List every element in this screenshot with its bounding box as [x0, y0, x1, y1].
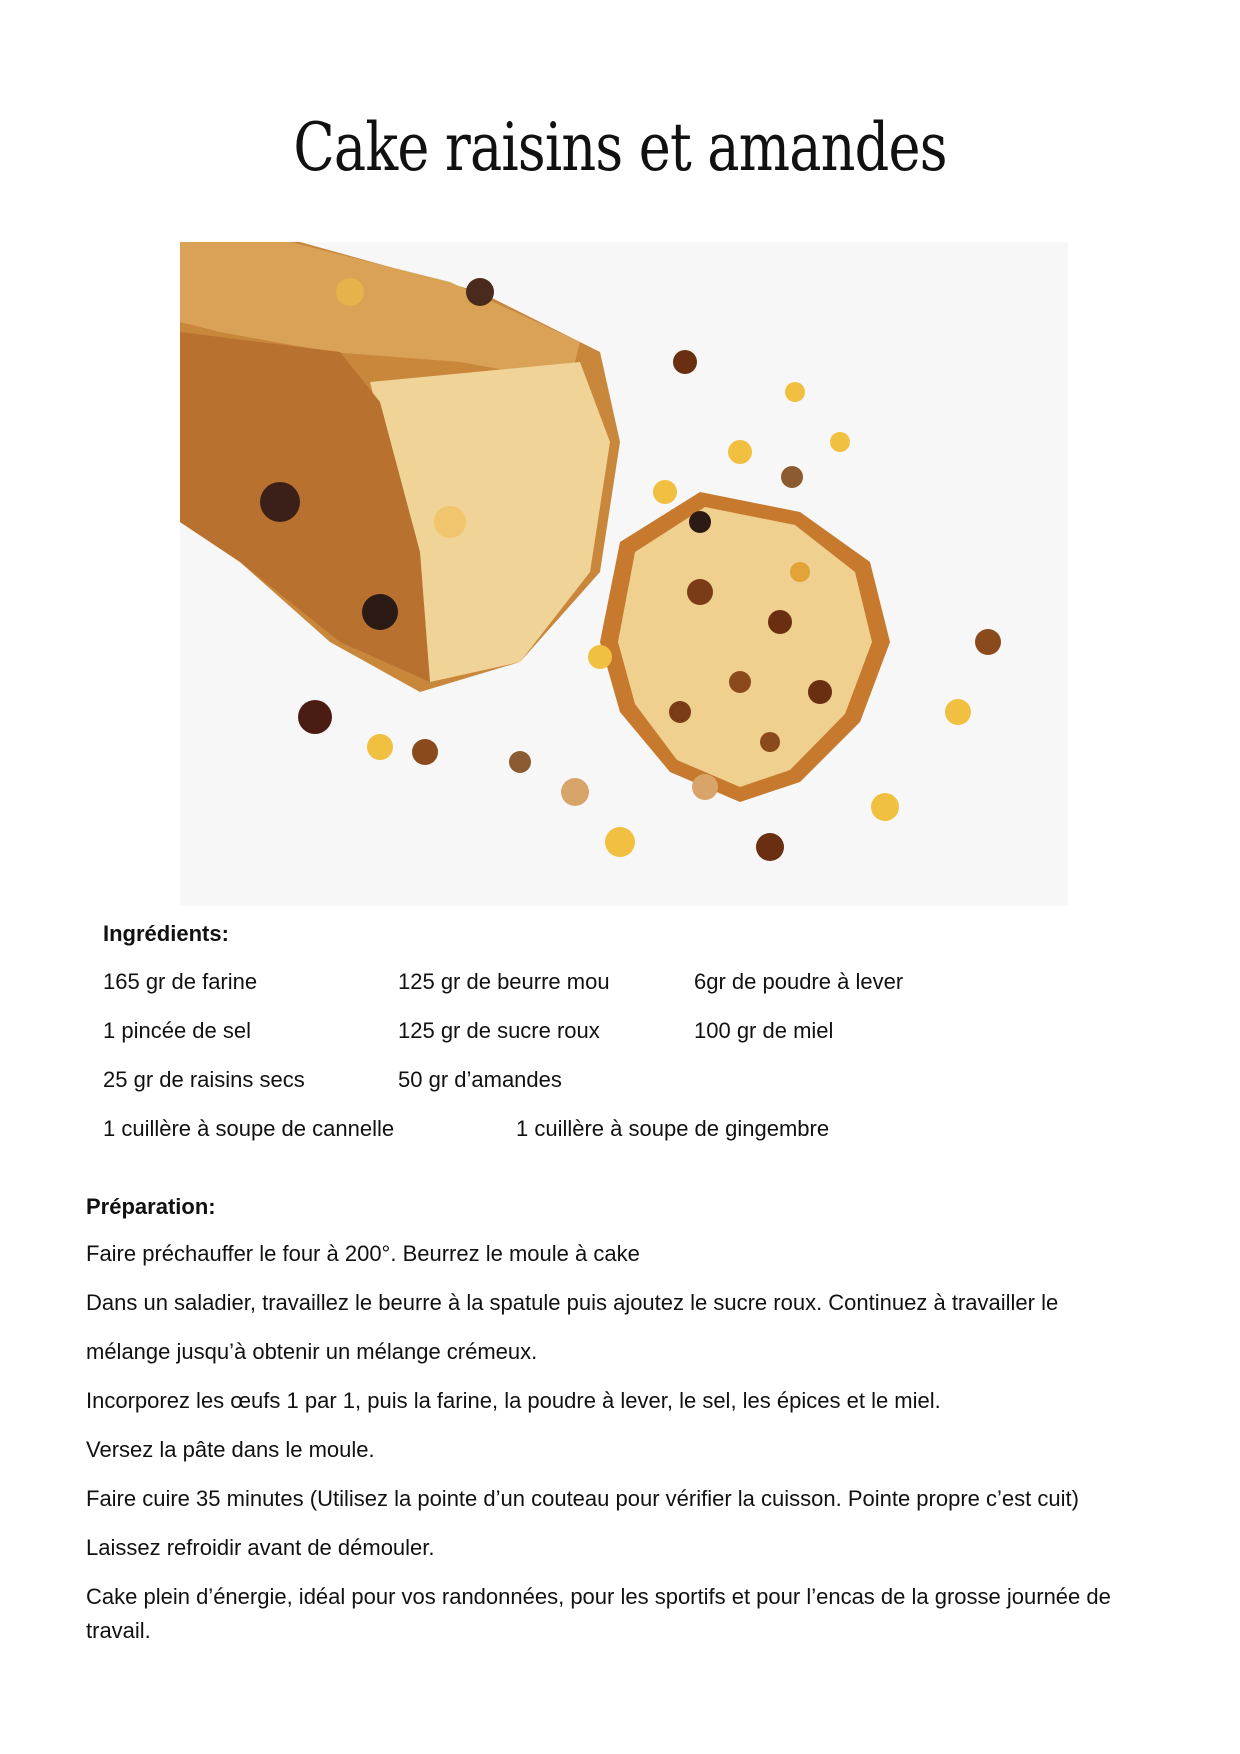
ingredient-item: 125 gr de sucre roux — [398, 1018, 600, 1043]
preparation-step: Incorporez les œufs 1 par 1, puis la farine, la poudre à lever, le sel, les épices et le miel. — [86, 1388, 941, 1413]
preparation-step: Cake plein d’énergie, idéal pour vos randonnées, pour les sportifs et pour l’encas de la grosse journée de travail. — [86, 1584, 1111, 1643]
ingredient-item: 25 gr de raisins secs — [103, 1067, 305, 1092]
preparation-step: Versez la pâte dans le moule. — [86, 1437, 375, 1462]
cake-photo — [180, 242, 1068, 906]
cake-photo-icon — [180, 242, 1068, 906]
ingredient-item: 1 cuillère à soupe de gingembre — [516, 1116, 830, 1141]
ingredients-heading: Ingrédients: — [103, 921, 229, 946]
ingredient-item: 100 gr de miel — [694, 1018, 834, 1043]
ingredient-item: 165 gr de farine — [103, 969, 258, 994]
preparation-step: Dans un saladier, travaillez le beurre à la spatule puis ajoutez le sucre roux. Continuez à travailler le — [86, 1290, 1059, 1315]
preparation-step: Laissez refroidir avant de démouler. — [86, 1535, 435, 1560]
ingredient-item: 125 gr de beurre mou — [398, 969, 610, 994]
preparation-heading: Préparation: — [86, 1194, 216, 1219]
preparation-step: mélange jusqu’à obtenir un mélange crémeux. — [86, 1339, 538, 1364]
ingredient-item: 1 cuillère à soupe de cannelle — [103, 1116, 395, 1141]
ingredient-item: 50 gr d’amandes — [398, 1067, 562, 1092]
recipe-title: Cake raisins et amandes — [293, 109, 947, 186]
preparation-step: Faire préchauffer le four à 200°. Beurrez le moule à cake — [86, 1241, 640, 1266]
preparation-step: Faire cuire 35 minutes (Utilisez la pointe d’un couteau pour vérifier la cuisson. Pointe propre c’est cuit) — [86, 1486, 1079, 1511]
ingredient-item: 1 pincée de sel — [103, 1018, 251, 1043]
ingredient-item: 6gr de poudre à lever — [694, 969, 904, 994]
